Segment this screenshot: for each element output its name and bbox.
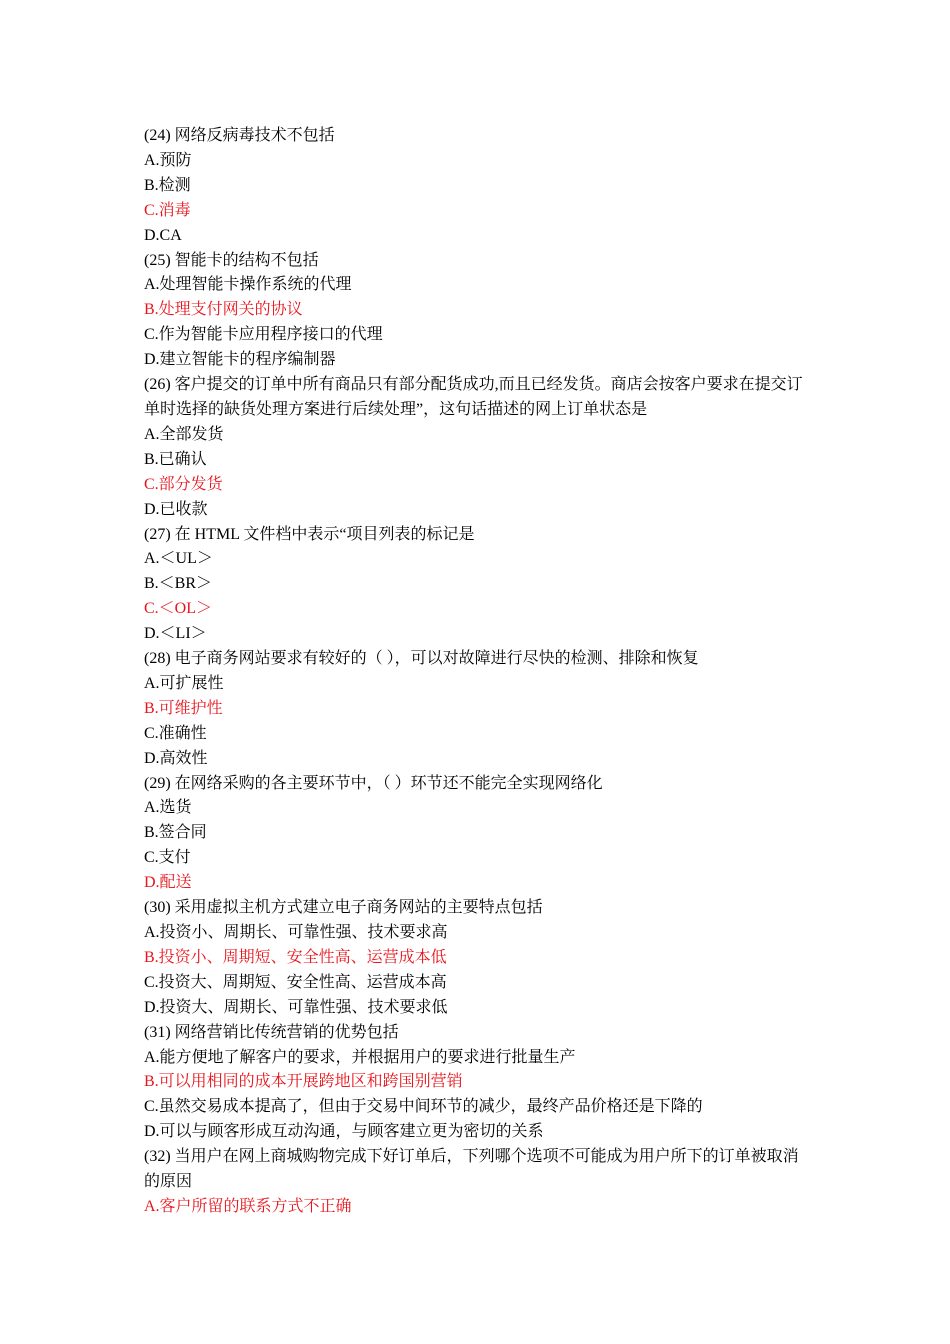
question-stem: (31) 网络营销比传统营销的优势包括 [144,1023,399,1041]
answer-option: C.作为智能卡应用程序接口的代理 [144,326,383,344]
answer-option: D.CA [144,226,182,244]
answer-option: D.建立智能卡的程序编制器 [144,351,336,369]
question-stem: (25) 智能卡的结构不包括 [144,251,319,269]
answer-option: A.投资小、周期长、可靠性强、技术要求高 [144,924,448,941]
question-stem: (29) 在网络采购的各主要环节中，（ ）环节还不能完全实现网络化 [144,774,603,792]
answer-option: A.处理智能卡操作系统的代理 [144,276,352,294]
answer-option: C.投资大、周期短、安全性高、运营成本高 [144,973,447,991]
answer-option: C.支付 [144,849,191,867]
answer-option: D.投资大、周期长、可靠性强、技术要求低 [144,998,448,1016]
question-stem: (24) 网络反病毒技术不包括 [144,127,335,144]
answer-option: B.已确认 [144,450,207,468]
answer-option: B.检测 [144,176,191,194]
answer-option: D.＜LI＞ [144,625,207,643]
answer-option: D.高效性 [144,749,208,767]
correct-answer-option: C.消毒 [144,201,191,219]
answer-option: D.已收款 [144,500,208,518]
question-stem: (28) 电子商务网站要求有较好的（ ），可以对故障进行尽快的检测、排除和恢复 [144,650,699,668]
answer-option: A.预防 [144,151,192,169]
answer-option: A.能方便地了解客户的要求，并根据用户的要求进行批量生产 [144,1048,576,1066]
correct-answer-option: B.投资小、周期短、安全性高、运营成本低 [144,948,447,966]
answer-option: A.可扩展性 [144,674,224,692]
correct-answer-option: B.可维护性 [144,699,223,717]
question-stem: (27) 在 HTML 文件档中表示“项目列表的标记是 [144,525,475,543]
answer-option: C.虽然交易成本提高了，但由于交易中间环节的减少，最终产品价格还是下降的 [144,1098,703,1116]
correct-answer-option: A.客户所留的联系方式不正确 [144,1197,352,1215]
correct-answer-option: C.部分发货 [144,475,223,493]
question-stem: (32) 当用户在网上商城购物完成下好订单后，下列哪个选项不可能成为用户所下的订单被取消的原因 [144,1148,799,1191]
correct-answer-option: B.可以用相同的成本开展跨地区和跨国别营销 [144,1073,463,1091]
answer-option: D.可以与顾客形成互动沟通，与顾客建立更为密切的关系 [144,1123,544,1141]
answer-option: B.签合同 [144,824,207,842]
answer-option: C.准确性 [144,724,207,742]
question-stem: (30) 采用虚拟主机方式建立电子商务网站的主要特点包括 [144,899,543,917]
answer-option: A.全部发货 [144,425,224,443]
answer-option: B.＜BR＞ [144,575,213,593]
answer-option: A.选货 [144,799,192,817]
question-stem: (26) 客户提交的订单中所有商品只有部分配货成功,而且已经发货。商店会按客户要求在提交订单时选择的缺货处理方案进行后续处理”，这句话描述的网上订单状态是 [144,376,803,418]
question-list [144,124,814,1220]
correct-answer-option: B.处理支付网关的协议 [144,301,303,319]
correct-answer-option: D.配送 [144,874,192,892]
correct-answer-option: C.＜OL＞ [144,600,213,618]
answer-option: A.＜UL＞ [144,550,213,568]
